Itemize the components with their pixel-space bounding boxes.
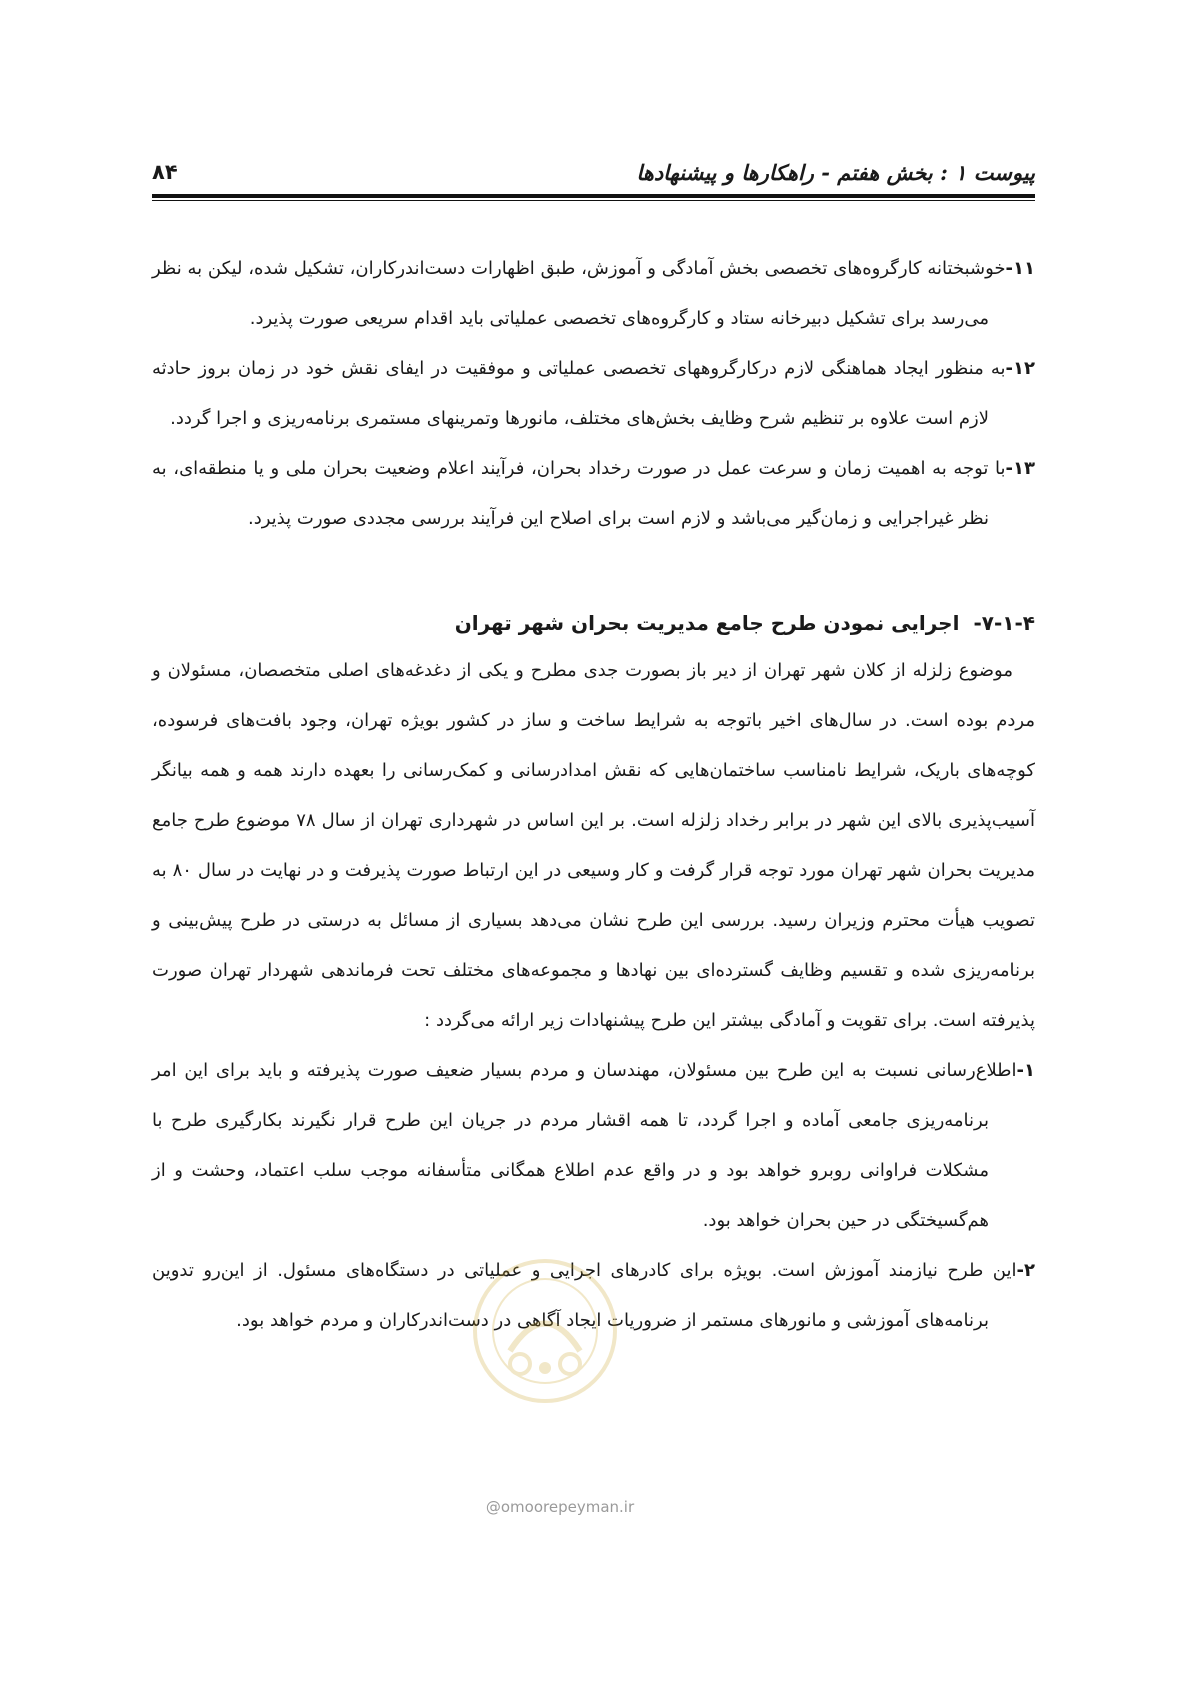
section-title: اجرایی نمودن طرح جامع مدیریت بحران شهر تهران (454, 611, 960, 635)
list-item-number: ۱۱- (1005, 258, 1035, 279)
list-item-12 (152, 344, 1035, 444)
header-rule-thin (152, 200, 1035, 201)
page-number: ۸۴ (152, 160, 178, 184)
section-heading (152, 600, 1035, 646)
list-item-text: این طرح نیازمند آموزش است. بویژه برای کادرهای اجرایی و عملیاتی در دستگاه‌های مسئول. از این‌رو تدوین برنامه‌های آموزشی و مانورهای مستمر از ضروریات ایجاد آگاهی در دست‌اندرکاران و مردم خواهد بود. (152, 1260, 1017, 1331)
list-item-text: اطلاع‌رسانی نسبت به این طرح بین مسئولان، مهندسان و مردم بسیار ضعیف صورت پذیرفته و باید برای این امر برنامه‌ریزی جامعی آماده و اجرا گردد، تا همه اقشار مردم در جریان این طرح قرار نگیرند بکارگیری طرح با مشکلات فراوانی روبرو خواهد بود و در واقع عدم اطلاع همگانی متأسفانه موجب سلب اعتماد، وحشت و از هم‌گسیختگی در حین بحران خواهد بود. (152, 1060, 1017, 1231)
page-header (152, 160, 1035, 190)
section-paragraph: موضوع زلزله از کلان شهر تهران از دیر باز بصورت جدی مطرح و یکی از دغدغه‌های اصلی متخصصان، مسئولان و مردم بوده است. در سال‌های اخیر باتوجه به شرایط ساخت و ساز در کشور بویژه تهران، وجود بافت‌های فرسوده، کوچه‌های باریک، شرایط نامناسب ساختمان‌هایی که نقش امدادرسانی و کمک‌رسانی را بعهده دارند همه و همه بیانگر آسیب‌پذیری بالای این شهر در برابر رخداد زلزله است. بر این اساس در شهرداری تهران از سال ۷۸ موضوع طرح جامع مدیریت بحران شهر تهران مورد توجه قرار گرفت و کار وسیعی در این ارتباط صورت پذیرفت و در نهایت در سال ۸۰ به تصویب هیأت محترم وزیران رسید. بررسی این طرح نشان می‌دهد بسیاری از مسائل به درستی در طرح پیش‌بینی و برنامه‌ریزی شده و تقسیم وظایف گسترده‌ای بین نهادها و مجموعه‌های مختلف تحت فرماندهی شهردار تهران صورت پذیرفته است. برای تقویت و آمادگی بیشتر این طرح پیشنهادات زیر ارائه می‌گردد : (152, 660, 1035, 1031)
list-item-text: خوشبختانه کارگروه‌های تخصصی بخش آمادگی و آموزش، طبق اظهارات دست‌اندرکاران، تشکیل شده، لیکن به نظر می‌رسد برای تشکیل دبیرخانه ستاد و کارگروه‌های تخصصی عملیاتی باید اقدام سریعی صورت پذیرد. (152, 258, 1006, 329)
header-title: پیوست ۱ : بخش هفتم - راهکارها و پیشنهادها (636, 160, 1035, 185)
watermark-seal-gear-right (560, 1354, 580, 1374)
watermark-seal-arc (510, 1324, 580, 1352)
list-item-13 (152, 444, 1035, 544)
list-item-1 (152, 1046, 1035, 1246)
list-item-number: ۱۲- (1005, 358, 1035, 379)
header-rule-thick (152, 194, 1035, 198)
list-item-text: به منظور ایجاد هماهنگی لازم درکارگروههای تخصصی عملیاتی و موفقیت در ایفای نقش خود در زمان بروز حادثه لازم است علاوه بر تنظیم شرح وظایف بخش‌های مختلف، مانورها وتمرینهای مستمری برنامه‌ریزی و اجرا گردد. (152, 358, 1006, 429)
page-content (152, 244, 1035, 1346)
list-item-11 (152, 244, 1035, 344)
watermark-url: @omoorepeyman.ir (485, 1498, 635, 1516)
list-item-number: ۲- (1016, 1260, 1035, 1281)
watermark-seal-dot (539, 1362, 551, 1374)
section-number: ۷-۱-۴- (973, 611, 1035, 635)
watermark-seal-gear-left (510, 1354, 530, 1374)
watermark-seal-ring (475, 1261, 615, 1401)
list-item-number: ۱۳- (1005, 458, 1035, 479)
list-item-number: ۱- (1016, 1060, 1035, 1081)
list-item-text: با توجه به اهمیت زمان و سرعت عمل در صورت رخداد بحران، فرآیند اعلام وضعیت بحران ملی و یا منطقه‌ای، به نظر غیراجرایی و زمان‌گیر می‌باشد و لازم است برای اصلاح این فرآیند بررسی مجددی صورت پذیرد. (152, 458, 1006, 529)
watermark-seal-icon (470, 1256, 620, 1406)
